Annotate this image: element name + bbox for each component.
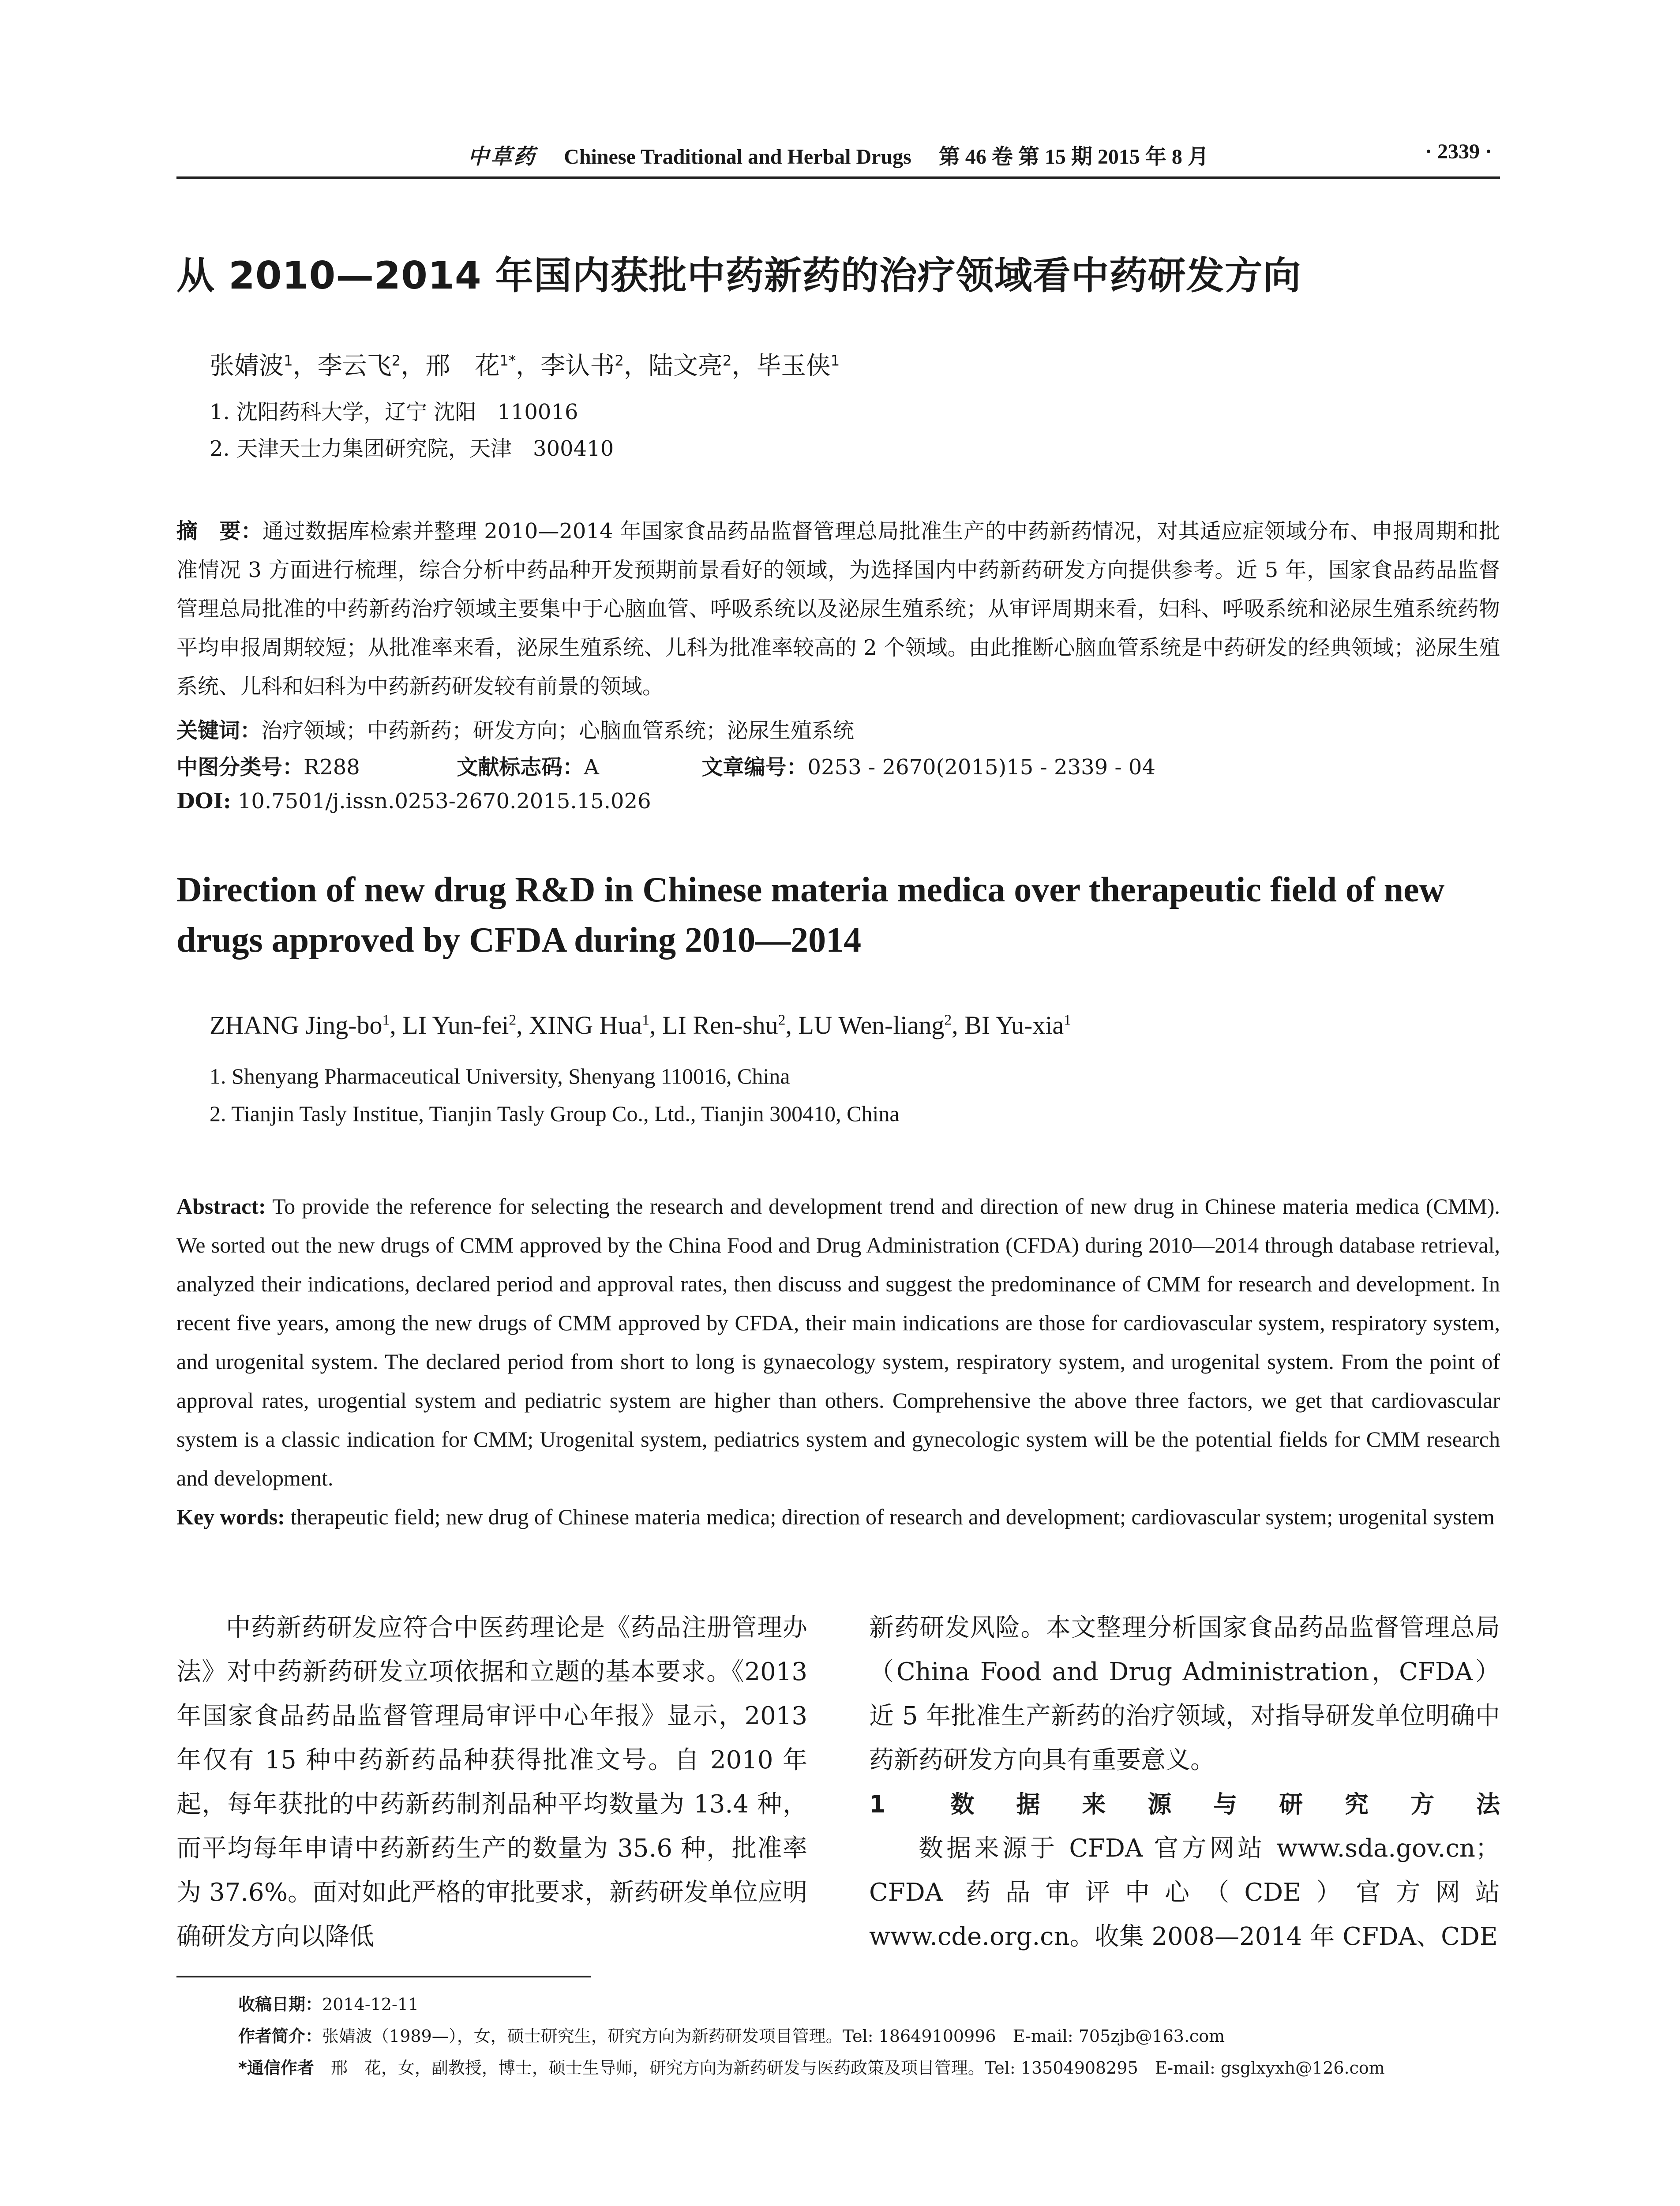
body-paragraph: 中药新药研发应符合中医药理论是《药品注册管理办法》对中药新药研发立项依据和立题的基本要求。《2013 年国家食品药品监督管理局审评中心年报》显示，2013 年仅有 15 种中药新药品种获得批准文号。自 2010 年起，每年获批的中药新药制剂品种平均数量为 13.4 种，而平均每年申请中药新药生产的数量为 35.6 种，批准率为 37.6%。面对如此严格的审批要求，新药研发单位应明确研发方向以降低 bbox=[176, 1613, 807, 1951]
running-header bbox=[176, 132, 1500, 179]
affiliation-cn-1: 1. 沈阳药科大学，辽宁 沈阳 110016 bbox=[210, 400, 578, 424]
abstract-en-text: To provide the reference for selecting the research and development trend and direction of new drug in Chinese materia medica (CMM). We sorted out the new drugs of CMM approved by the China Food and Drug Administration (CFDA) during 2010—2014 through database retrieval, analyzed their indications, declared period and approval rates, then discuss and suggest the predominance of CMM for research and development. In recent five years, among the new drugs of CMM approved by CFDA, their main indications are those for cardiovascular system, respiratory system, and urogenital system. The declared period from short to long is gynaecology system, respiratory system, and urogenital system. From the point of approval rates, urogential system and pediatric system are higher than others. Comprehensive the above three factors, we get that cardiovascular system is a classic indication for CMM; Urogenital system, pediatrics system and gynecologic system will be the potential fields for CMM research and development. bbox=[176, 1194, 1500, 1490]
section-number: 1 bbox=[869, 1790, 886, 1818]
cn-author-affiliation-mark: 1 bbox=[284, 352, 293, 369]
en-author-affiliation-mark: 1 bbox=[1064, 1012, 1071, 1028]
body-right-column bbox=[869, 1606, 1500, 1959]
body-left-column bbox=[176, 1606, 807, 1959]
cn-author-affiliation-mark: 2 bbox=[391, 352, 401, 369]
cn-author-affiliation-mark: 1 bbox=[830, 352, 840, 369]
cn-author-name: 邢 花 bbox=[425, 352, 500, 380]
en-author-affiliation-mark: 2 bbox=[944, 1012, 952, 1028]
en-author-name: XING Hua bbox=[529, 1011, 642, 1039]
keywords-en-label: Key words: bbox=[176, 1504, 285, 1529]
en-author-affiliation-mark: 1 bbox=[642, 1012, 650, 1028]
en-author-name: LI Ren-shu bbox=[662, 1011, 778, 1039]
issue-info: 第 46 卷 第 15 期 2015 年 8 月 bbox=[938, 145, 1209, 169]
en-author-affiliation-mark: 1 bbox=[382, 1012, 390, 1028]
body-paragraph: 数据来源于 CFDA 官方网站 www.sda.gov.cn；CFDA 药品审评中心（CDE）官方网站 www.cde.org.cn。收集 2008—2014 年 CFDA、CDE bbox=[869, 1834, 1500, 1951]
section-heading bbox=[869, 1782, 1500, 1827]
affiliation-cn-2: 2. 天津天士力集团研究院，天津 300410 bbox=[210, 436, 614, 461]
en-author-separator: , bbox=[952, 1011, 965, 1039]
en-author-separator: , bbox=[516, 1011, 529, 1039]
en-author-separator: , bbox=[649, 1011, 663, 1039]
authors-en bbox=[210, 1010, 1071, 1040]
en-author-separator: , bbox=[785, 1011, 799, 1039]
footnote-received bbox=[238, 1991, 419, 2015]
affiliation-en-2: 2. Tianjin Tasly Institue, Tianjin Tasly Group Co., Ltd., Tianjin 300410, China bbox=[210, 1101, 900, 1126]
cn-author-separator: ， bbox=[623, 352, 649, 380]
keywords-en bbox=[176, 1497, 1500, 1536]
en-author-name: BI Yu-xia bbox=[964, 1011, 1064, 1039]
classification-row bbox=[176, 750, 1155, 780]
author-bio: 张婧波（1989—），女，硕士研究生，研究方向为新药研发项目管理。Tel: 18649100996 E-mail: 705zjb@163.com bbox=[322, 2026, 1225, 2046]
journal-logo: 中草药 bbox=[468, 144, 537, 169]
footnote-corresponding bbox=[238, 2054, 1385, 2078]
en-author-name: LI Yun-fei bbox=[402, 1011, 509, 1039]
abstract-en-label: Abstract: bbox=[176, 1194, 266, 1219]
en-author-name: LU Wen-liang bbox=[798, 1011, 945, 1039]
doc-code-label: 文献标志码： bbox=[457, 755, 584, 780]
footnote-rule bbox=[176, 1976, 591, 1977]
cn-author-affiliation-mark: 1* bbox=[499, 352, 516, 369]
cn-author-separator: ， bbox=[516, 352, 541, 380]
abstract-cn-label: 摘 要： bbox=[176, 519, 262, 544]
body-paragraph: 新药研发风险。本文整理分析国家食品药品监督管理总局（China Food and Drug Administration，CFDA）近 5 年批准生产新药的治疗领域，对指导研发单位明确中药新药研发方向具有重要意义。 bbox=[869, 1613, 1500, 1775]
abstract-cn-text: 通过数据库检索并整理 2010—2014 年国家食品药品监督管理总局批准生产的中药新药情况，对其适应症领域分布、申报周期和批准情况 3 方面进行梳理，综合分析中药品种开发预期前景看好的领域，为选择国内中药新药研发方向提供参考。近 5 年，国家食品药品监督管理总局批准的中药新药治疗领域主要集中于心脑血管、呼吸系统以及泌尿生殖系统；从审评周期来看，妇科、呼吸系统和泌尿生殖系统药物平均申报周期较短；从批准率来看，泌尿生殖系统、儿科为批准率较高的 2 个领域。由此推断心脑血管系统是中药研发的经典领域；泌尿生殖系统、儿科和妇科为中药新药研发较有前景的领域。 bbox=[176, 519, 1500, 699]
cn-author-name: 陆文亮 bbox=[648, 352, 723, 380]
header-center bbox=[176, 139, 1500, 170]
corresponding-label: *通信作者 bbox=[238, 2058, 314, 2078]
clc-label: 中图分类号： bbox=[176, 755, 304, 780]
en-author-affiliation-mark: 2 bbox=[778, 1012, 786, 1028]
article-no-value: 0253 - 2670(2015)15 - 2339 - 04 bbox=[807, 755, 1155, 780]
cn-author-affiliation-mark: 2 bbox=[722, 352, 732, 369]
en-author-name: ZHANG Jing-bo bbox=[210, 1011, 382, 1039]
doc-code-value: A bbox=[584, 755, 599, 780]
cn-author-name: 毕玉侠 bbox=[756, 352, 831, 380]
title-en: Direction of new drug R&D in Chinese materia medica over therapeutic field of new drugs approved by CFDA during 2010—2014 bbox=[176, 870, 1445, 960]
abstract-en bbox=[176, 1187, 1500, 1497]
cn-author-separator: ， bbox=[731, 352, 757, 380]
cn-author-name: 李云飞 bbox=[317, 352, 392, 380]
doi-value: 10.7501/j.issn.0253-2670.2015.15.026 bbox=[237, 789, 651, 814]
doi-label: DOI: bbox=[176, 789, 231, 814]
keywords-cn bbox=[176, 711, 1500, 750]
cn-author-name: 李认书 bbox=[540, 352, 615, 380]
cn-author-separator: ， bbox=[401, 352, 426, 380]
cn-author-affiliation-mark: 2 bbox=[615, 352, 624, 369]
footnote-author bbox=[238, 2022, 1225, 2047]
received-date: 2014-12-11 bbox=[322, 1995, 419, 2014]
authors-cn bbox=[210, 346, 840, 382]
doi-line bbox=[176, 789, 651, 814]
keywords-en-text: therapeutic field; new drug of Chinese materia medica; direction of research and development; cardiovascular system; urogenital system bbox=[290, 1504, 1495, 1529]
affiliation-en-1: 1. Shenyang Pharmaceutical University, Shenyang 110016, China bbox=[210, 1064, 790, 1088]
keywords-cn-label: 关键词： bbox=[176, 718, 262, 743]
page-number: · 2339 · bbox=[1425, 140, 1492, 163]
received-label: 收稿日期： bbox=[238, 1995, 322, 2014]
corresponding-info: 邢 花，女，副教授，博士，硕士生导师，研究方向为新药研发与医药政策及项目管理。Tel: 13504908295 E-mail: gsglxyxh@126.com bbox=[330, 2058, 1385, 2078]
journal-name: Chinese Traditional and Herbal Drugs bbox=[564, 145, 911, 169]
keywords-cn-text: 治疗领域；中药新药；研发方向；心脑血管系统；泌尿生殖系统 bbox=[261, 718, 855, 743]
abstract-cn bbox=[176, 512, 1500, 706]
author-bio-label: 作者简介： bbox=[238, 2026, 322, 2046]
article-no-label: 文章编号： bbox=[701, 755, 808, 780]
title-cn: 从 2010—2014 年国内获批中药新药的治疗领域看中药研发方向 bbox=[176, 254, 1301, 298]
section-title: 数据来源与研究方法 bbox=[908, 1790, 1500, 1818]
clc-value: R288 bbox=[304, 755, 360, 780]
en-author-affiliation-mark: 2 bbox=[509, 1012, 517, 1028]
cn-author-separator: ， bbox=[292, 352, 318, 380]
cn-author-name: 张婧波 bbox=[210, 352, 284, 380]
en-author-separator: , bbox=[390, 1011, 403, 1039]
